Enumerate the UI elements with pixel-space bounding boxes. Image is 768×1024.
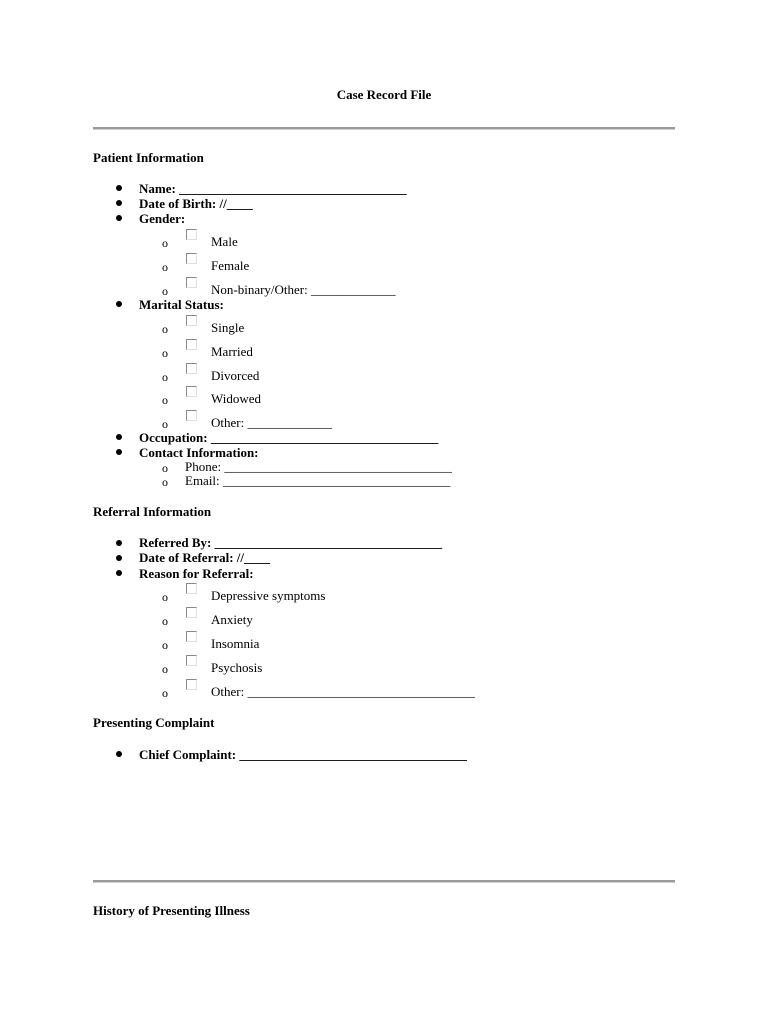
checkbox-marital-divorced[interactable] xyxy=(186,363,197,374)
bullet-icon xyxy=(116,540,122,546)
checkbox-reason-psychosis[interactable] xyxy=(186,655,197,666)
sub-bullet-icon: o xyxy=(162,475,168,489)
checkbox-marital-married[interactable] xyxy=(186,339,197,350)
phone-field[interactable]: Phone: ___________________________________ xyxy=(185,459,452,474)
section-heading-history: History of Presenting Illness xyxy=(93,903,250,918)
section-heading-patient: Patient Information xyxy=(93,150,204,165)
email-field[interactable]: Email: ___________________________________ xyxy=(185,473,451,488)
sub-bullet-icon: o xyxy=(162,322,168,336)
bullet-icon xyxy=(116,751,122,757)
option-label: Female xyxy=(211,258,250,273)
bullet-icon xyxy=(116,434,122,440)
bullet-icon xyxy=(116,301,122,307)
sub-bullet-icon: o xyxy=(162,417,168,431)
divider-top xyxy=(93,127,675,130)
option-label: Widowed xyxy=(211,391,262,406)
referred-by-field[interactable]: Referred By: ___________________________________ xyxy=(139,535,443,550)
date-of-referral-field[interactable]: Date of Referral: //____ xyxy=(139,550,271,565)
divider-bottom xyxy=(93,880,675,883)
sub-bullet-icon: o xyxy=(162,614,168,628)
sub-bullet-icon: o xyxy=(162,346,168,360)
section-heading-complaint: Presenting Complaint xyxy=(93,715,215,730)
section-heading-referral: Referral Information xyxy=(93,504,212,519)
checkbox-reason-anxiety[interactable] xyxy=(186,607,197,618)
option-label: Anxiety xyxy=(211,612,253,627)
option-label: Other: ___________________________________ xyxy=(211,684,475,699)
chief-complaint-field[interactable]: Chief Complaint: ___________________________________ xyxy=(139,747,467,762)
sub-bullet-icon: o xyxy=(162,686,168,700)
checkbox-reason-other[interactable] xyxy=(186,679,197,690)
sub-bullet-icon: o xyxy=(162,638,168,652)
occupation-field[interactable]: Occupation: ___________________________________ xyxy=(139,430,439,445)
checkbox-reason-depressive[interactable] xyxy=(186,583,197,594)
gender-label: Gender: xyxy=(139,211,186,226)
sub-bullet-icon: o xyxy=(162,260,168,274)
option-label: Non-binary/Other: _____________ xyxy=(211,282,396,297)
option-label: Psychosis xyxy=(211,660,263,675)
sub-bullet-icon: o xyxy=(162,662,168,676)
checkbox-gender-female[interactable] xyxy=(186,253,197,264)
option-label: Insomnia xyxy=(211,636,260,651)
bullet-icon xyxy=(116,200,122,206)
bullet-icon xyxy=(116,570,122,576)
bullet-icon xyxy=(116,449,122,455)
sub-bullet-icon: o xyxy=(162,461,168,475)
option-label: Married xyxy=(211,344,253,359)
sub-bullet-icon: o xyxy=(162,393,168,407)
option-label: Other: _____________ xyxy=(211,415,332,430)
checkbox-gender-male[interactable] xyxy=(186,229,197,240)
contact-label: Contact Information: xyxy=(139,445,259,460)
checkbox-reason-insomnia[interactable] xyxy=(186,631,197,642)
checkbox-gender-other[interactable] xyxy=(186,277,197,288)
option-label: Single xyxy=(211,320,245,335)
sub-bullet-icon: o xyxy=(162,370,168,384)
option-label: Male xyxy=(211,234,238,249)
bullet-icon xyxy=(116,185,122,191)
sub-bullet-icon: o xyxy=(162,236,168,250)
option-label: Depressive symptoms xyxy=(211,588,326,603)
dob-field[interactable]: Date of Birth: //____ xyxy=(139,196,253,211)
page-title: Case Record File xyxy=(336,87,432,102)
bullet-icon xyxy=(116,215,122,221)
sub-bullet-icon: o xyxy=(162,284,168,298)
sub-bullet-icon: o xyxy=(162,590,168,604)
name-field[interactable]: Name: ___________________________________ xyxy=(139,181,407,196)
reason-label: Reason for Referral: xyxy=(139,566,254,581)
option-label: Divorced xyxy=(211,368,260,383)
checkbox-marital-single[interactable] xyxy=(186,315,197,326)
bullet-icon xyxy=(116,555,122,561)
checkbox-marital-other[interactable] xyxy=(186,410,197,421)
checkbox-marital-widowed[interactable] xyxy=(186,386,197,397)
marital-label: Marital Status: xyxy=(139,297,224,312)
